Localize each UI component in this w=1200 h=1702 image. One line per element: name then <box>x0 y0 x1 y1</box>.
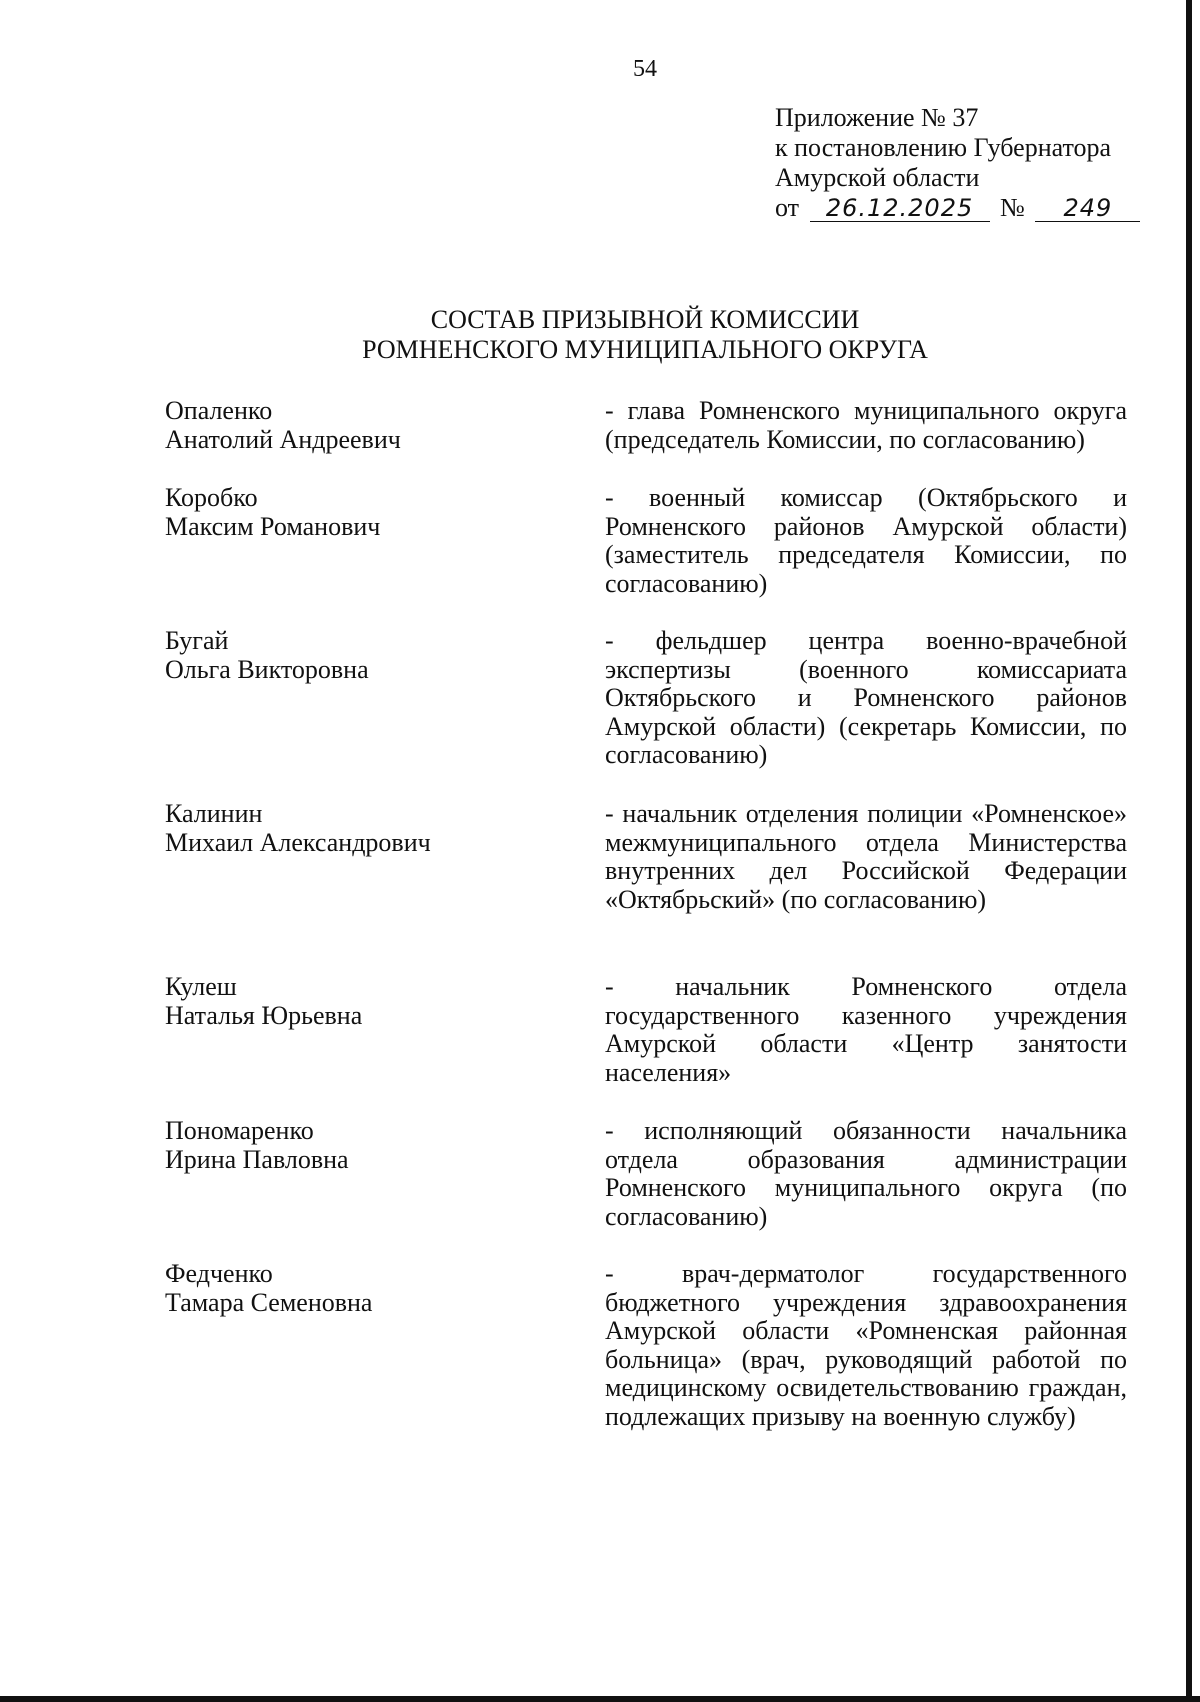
appendix-resolution: к постановлению Губернатора <box>775 133 1112 162</box>
member-role: - военный комиссар (Октябрьского и Ромненского районов Амурской области) (заместитель председателя Комиссии, по согласованию) <box>605 483 1127 598</box>
member-name <box>165 1260 585 1317</box>
title-line-1: СОСТАВ ПРИЗЫВНОЙ КОМИССИИ <box>430 305 860 334</box>
member-name <box>165 973 585 1030</box>
member-surname: Федченко <box>165 1259 273 1288</box>
member-name <box>165 1117 585 1174</box>
member-role: - фельдшер центра военно-врачебной экспертизы (военного комиссариата Октябрьского и Ромненского районов Амурской области) (секретарь Комиссии, по согласованию) <box>605 626 1127 769</box>
member-role: - начальник Ромненского отдела государственного казенного учреждения Амурской области «Центр занятости населения» <box>605 972 1127 1087</box>
member-given-names: Ольга Викторовна <box>165 654 369 684</box>
member-given-names: Михаил Александрович <box>165 827 431 857</box>
member-surname: Пономаренко <box>165 1116 314 1145</box>
member-role: - исполняющий обязанности начальника отдела образования администрации Ромненского муниципального округа (по согласованию) <box>605 1116 1127 1231</box>
number-sign: № <box>1000 193 1025 222</box>
member-role: - врач-дерматолог государственного бюджетного учреждения здравоохранения Амурской области «Ромненская районная больница» (врач, руководящий работой по медицинскому освидетельствованию граждан, подлежащих призыву на военную службу) <box>605 1259 1127 1431</box>
scan-border-right <box>1186 0 1192 1702</box>
member-role: - начальник отделения полиции «Ромненское» межмуниципального отдела Министерства внутренних дел Российской Федерации «Октябрьский» (по согласованию) <box>605 799 1127 914</box>
date-prefix: от <box>775 193 800 222</box>
document-title <box>0 305 1200 365</box>
member-surname: Кулеш <box>165 972 237 1001</box>
scan-border-bottom <box>0 1696 1200 1702</box>
member-given-names: Тамара Семеновна <box>165 1287 373 1317</box>
appendix-number: Приложение № 37 <box>775 103 979 132</box>
appendix-region: Амурской области <box>775 163 980 192</box>
member-name <box>165 800 585 857</box>
member-surname: Калинин <box>165 799 263 828</box>
appendix-block <box>775 103 1140 223</box>
member-name <box>165 627 585 684</box>
member-name <box>165 397 585 454</box>
member-given-names: Анатолий Андреевич <box>165 424 401 454</box>
handwritten-date: 26.12.2025 <box>810 195 990 222</box>
handwritten-number: 249 <box>1035 195 1140 222</box>
member-surname: Опаленко <box>165 396 273 425</box>
member-surname: Бугай <box>165 626 229 655</box>
member-surname: Коробко <box>165 483 258 512</box>
appendix-date-line <box>775 193 1140 223</box>
member-given-names: Максим Романович <box>165 511 381 541</box>
member-name <box>165 484 585 541</box>
title-line-2: РОМНЕНСКОГО МУНИЦИПАЛЬНОГО ОКРУГА <box>362 335 928 364</box>
page-number: 54 <box>633 56 657 82</box>
member-role: - глава Ромненского муниципального округа (председатель Комиссии, по согласованию) <box>605 396 1127 454</box>
member-given-names: Наталья Юрьевна <box>165 1000 363 1030</box>
member-given-names: Ирина Павловна <box>165 1144 349 1174</box>
